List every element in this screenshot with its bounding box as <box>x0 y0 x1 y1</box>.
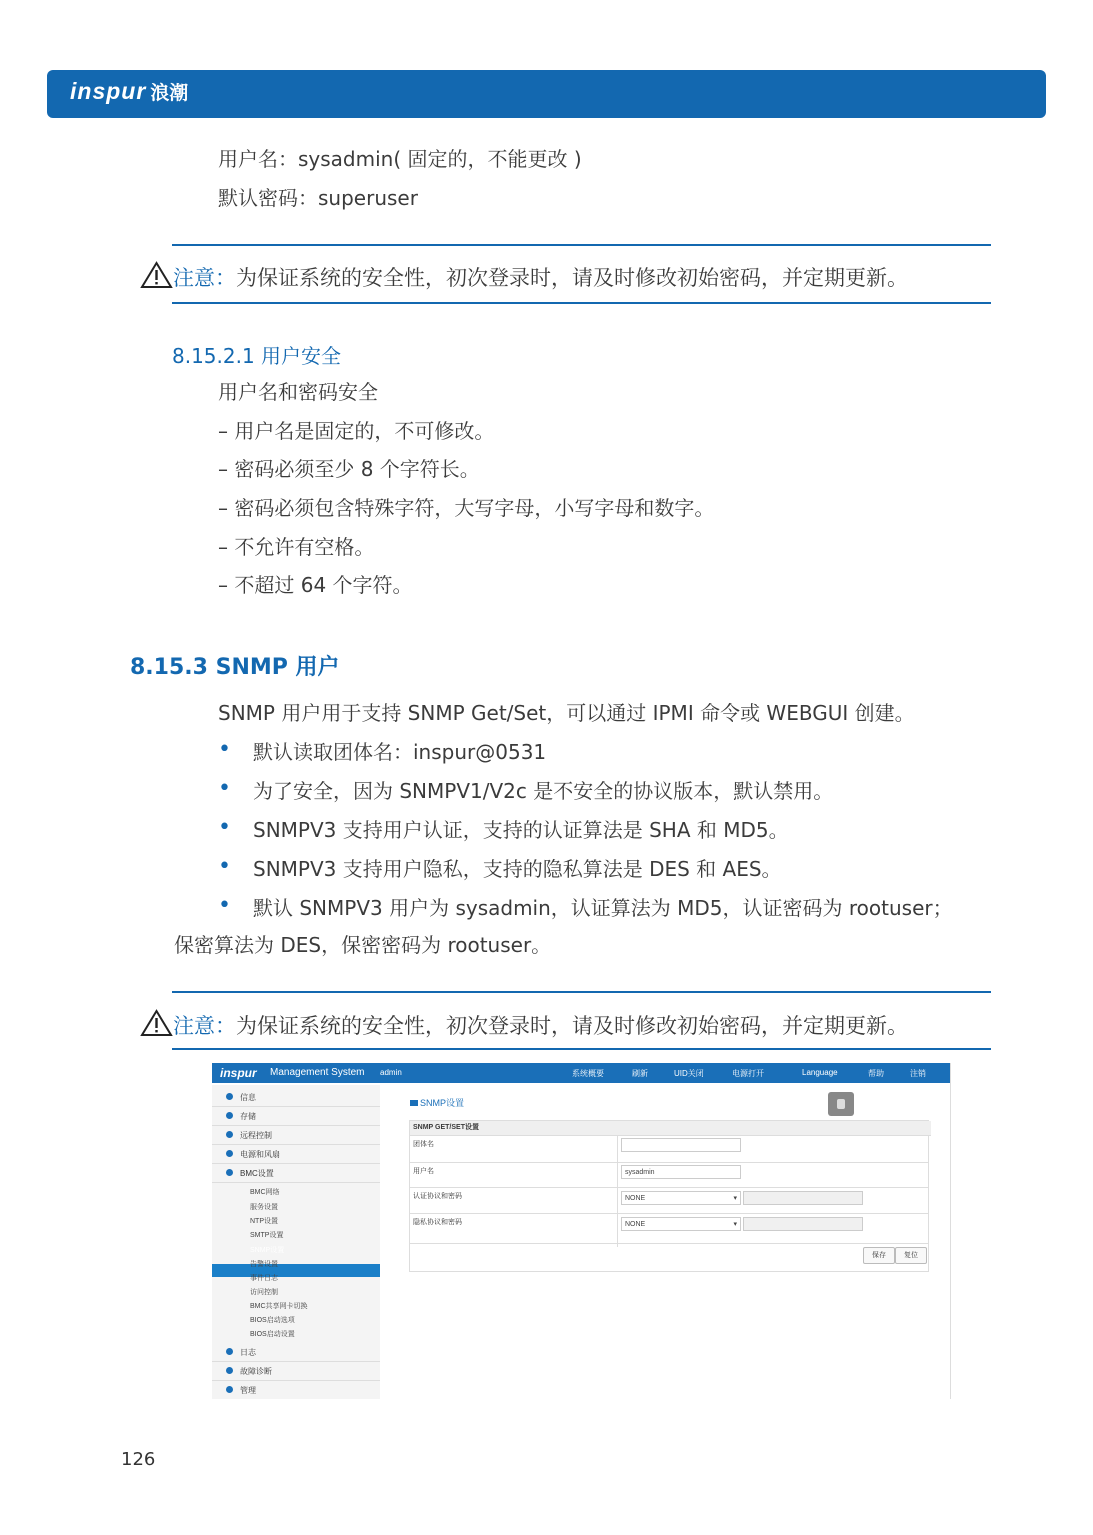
gear-icon <box>226 1169 233 1176</box>
page-number: 126 <box>121 1449 156 1470</box>
storage-icon <box>226 1112 233 1119</box>
bmc-sidebar <box>212 1085 380 1399</box>
bullet-dot: • <box>218 854 231 879</box>
priv-label: 隐私协议和密码 <box>413 1219 462 1226</box>
sidebar-sub-item[interactable]: NTP设置 <box>250 1218 278 1225</box>
list-item: 默认 SNMPV3 用户为 sysadmin，认证算法为 MD5，认证密码为 rootuser； <box>253 896 953 920</box>
sidebar-sub-item[interactable]: BMC共享网卡切换 <box>250 1303 308 1310</box>
panel-title: SNMP GET/SET设置 <box>410 1121 931 1136</box>
nav-overview[interactable]: 系统概要 <box>572 1069 604 1078</box>
sidebar-item-remote[interactable]: 远程控制 <box>212 1126 380 1145</box>
bmc-user[interactable]: admin <box>380 1068 402 1077</box>
row-divider <box>410 1162 928 1163</box>
bullet-dot: • <box>218 776 231 801</box>
sidebar-active-highlight <box>212 1264 380 1277</box>
sidebar-item-storage[interactable]: 存储 <box>212 1107 380 1126</box>
page-title: SNMP设置 <box>410 1096 464 1109</box>
list-item-continuation: 保密算法为 DES，保密密码为 rootuser。 <box>174 933 552 957</box>
auth-password-input[interactable] <box>743 1191 863 1205</box>
sidebar-item-manage[interactable]: 管理 <box>212 1381 380 1399</box>
note-rule-top <box>172 244 991 246</box>
nav-refresh[interactable]: 刷新 <box>632 1069 648 1078</box>
search-icon <box>226 1386 233 1393</box>
bmc-screenshot <box>212 1063 951 1399</box>
username-line: 用户名：sysadmin( 固定的，不能更改 ) <box>218 147 582 171</box>
save-button[interactable]: 保存 <box>863 1247 895 1264</box>
chevron-down-icon: ▾ <box>733 1221 737 1228</box>
nav-power[interactable]: 电源打开 <box>732 1069 764 1078</box>
log-icon <box>226 1348 233 1355</box>
list-item: – 密码必须包含特殊字符，大写字母，小写字母和数字。 <box>218 496 715 520</box>
list-item: – 用户名是固定的，不可修改。 <box>218 419 495 443</box>
header-bar <box>47 70 1046 118</box>
note-2: 注意：为保证系统的安全性，初次登录时，请及时修改初始密码，并定期更新。 <box>140 1009 908 1040</box>
note-rule-top <box>172 991 991 993</box>
nav-help[interactable]: 帮助 <box>868 1069 884 1078</box>
sidebar-sub-item[interactable]: SMTP设置 <box>250 1232 284 1239</box>
lock-icon[interactable] <box>828 1092 854 1116</box>
list-item: – 密码必须至少 8 个字符长。 <box>218 457 480 481</box>
note-1: 注意：为保证系统的安全性，初次登录时，请及时修改初始密码，并定期更新。 <box>140 261 908 292</box>
inspur-logo: inspur 浪潮 <box>70 78 189 104</box>
bullet-dot: • <box>218 893 231 918</box>
auth-label: 认证协议和密码 <box>413 1193 462 1200</box>
warning-icon <box>226 1367 233 1374</box>
section-intro: SNMP 用户用于支持 SNMP Get/Set，可以通过 IPMI 命令或 WEBGUI 创建。 <box>218 701 915 725</box>
warning-icon <box>140 261 173 289</box>
community-input[interactable] <box>621 1138 741 1152</box>
remote-icon <box>226 1131 233 1138</box>
bullet-dot: • <box>218 815 231 840</box>
list-item: 默认读取团体名：inspur@0531 <box>253 740 547 764</box>
priv-password-input[interactable] <box>743 1217 863 1231</box>
sidebar-sub-item[interactable]: 事件日志 <box>250 1275 278 1282</box>
list-item: – 不超过 64 个字符。 <box>218 573 413 597</box>
bmc-system-name: Management System <box>270 1067 365 1078</box>
community-label: 团体名 <box>413 1141 434 1148</box>
title-icon <box>410 1100 418 1106</box>
row-divider <box>410 1243 928 1244</box>
power-icon <box>226 1150 233 1157</box>
list-item: SNMPV3 支持用户认证，支持的认证算法是 SHA 和 MD5。 <box>253 818 789 842</box>
list-item: – 不允许有空格。 <box>218 535 375 559</box>
username-input[interactable]: sysadmin <box>621 1165 741 1179</box>
nav-language[interactable]: Language <box>802 1068 838 1077</box>
sidebar-sub-item-active[interactable]: SNMP设置 <box>250 1247 285 1254</box>
sidebar-sub-item[interactable]: BMC网络 <box>250 1189 280 1196</box>
auth-select[interactable]: NONE ▾ <box>621 1191 741 1205</box>
chevron-down-icon: ▾ <box>733 1195 737 1202</box>
nav-logout[interactable]: 注销 <box>910 1069 926 1078</box>
bmc-top-bar <box>212 1063 950 1083</box>
list-item: SNMPV3 支持用户隐私，支持的隐私算法是 DES 和 AES。 <box>253 857 782 881</box>
priv-select[interactable]: NONE ▾ <box>621 1217 741 1231</box>
sidebar-sub-item[interactable]: BIOS启动选项 <box>250 1317 295 1324</box>
note-rule-bottom <box>172 1048 991 1050</box>
sidebar-item-power[interactable]: 电源和风扇 <box>212 1145 380 1164</box>
section-heading: 8.15.3 SNMP 用户 <box>130 655 340 680</box>
sidebar-sub-item[interactable]: 告警设置 <box>250 1261 278 1268</box>
bullet-dot: • <box>218 737 231 762</box>
column-divider <box>617 1135 618 1247</box>
bmc-brand: inspur <box>220 1066 257 1080</box>
note-rule-bottom <box>172 302 991 304</box>
nav-uid[interactable]: UID关闭 <box>674 1069 704 1078</box>
info-icon <box>226 1093 233 1100</box>
row-divider <box>410 1213 928 1214</box>
sidebar-sub-item[interactable]: BIOS启动设置 <box>250 1331 295 1338</box>
row-divider <box>410 1187 928 1188</box>
sidebar-item-bmc[interactable]: BMC设置 <box>212 1164 380 1183</box>
snmp-panel <box>409 1120 929 1272</box>
list-item: 为了安全，因为 SNMPV1/V2c 是不安全的协议版本，默认禁用。 <box>253 779 834 803</box>
sidebar-item-log[interactable]: 日志 <box>212 1343 380 1362</box>
password-line: 默认密码：superuser <box>218 186 418 210</box>
sidebar-sub-item[interactable]: 服务设置 <box>250 1204 278 1211</box>
sidebar-item-diagnosis[interactable]: 故障诊断 <box>212 1362 380 1381</box>
sidebar-sub-item[interactable]: 访问控制 <box>250 1289 278 1296</box>
username-label: 用户名 <box>413 1168 434 1175</box>
subsection-heading: 8.15.2.1 用户安全 <box>172 344 342 368</box>
list-item: 用户名和密码安全 <box>218 380 378 404</box>
reset-button[interactable]: 复位 <box>895 1247 927 1264</box>
warning-icon <box>140 1009 173 1037</box>
sidebar-item-info[interactable]: 信息 <box>212 1088 380 1107</box>
